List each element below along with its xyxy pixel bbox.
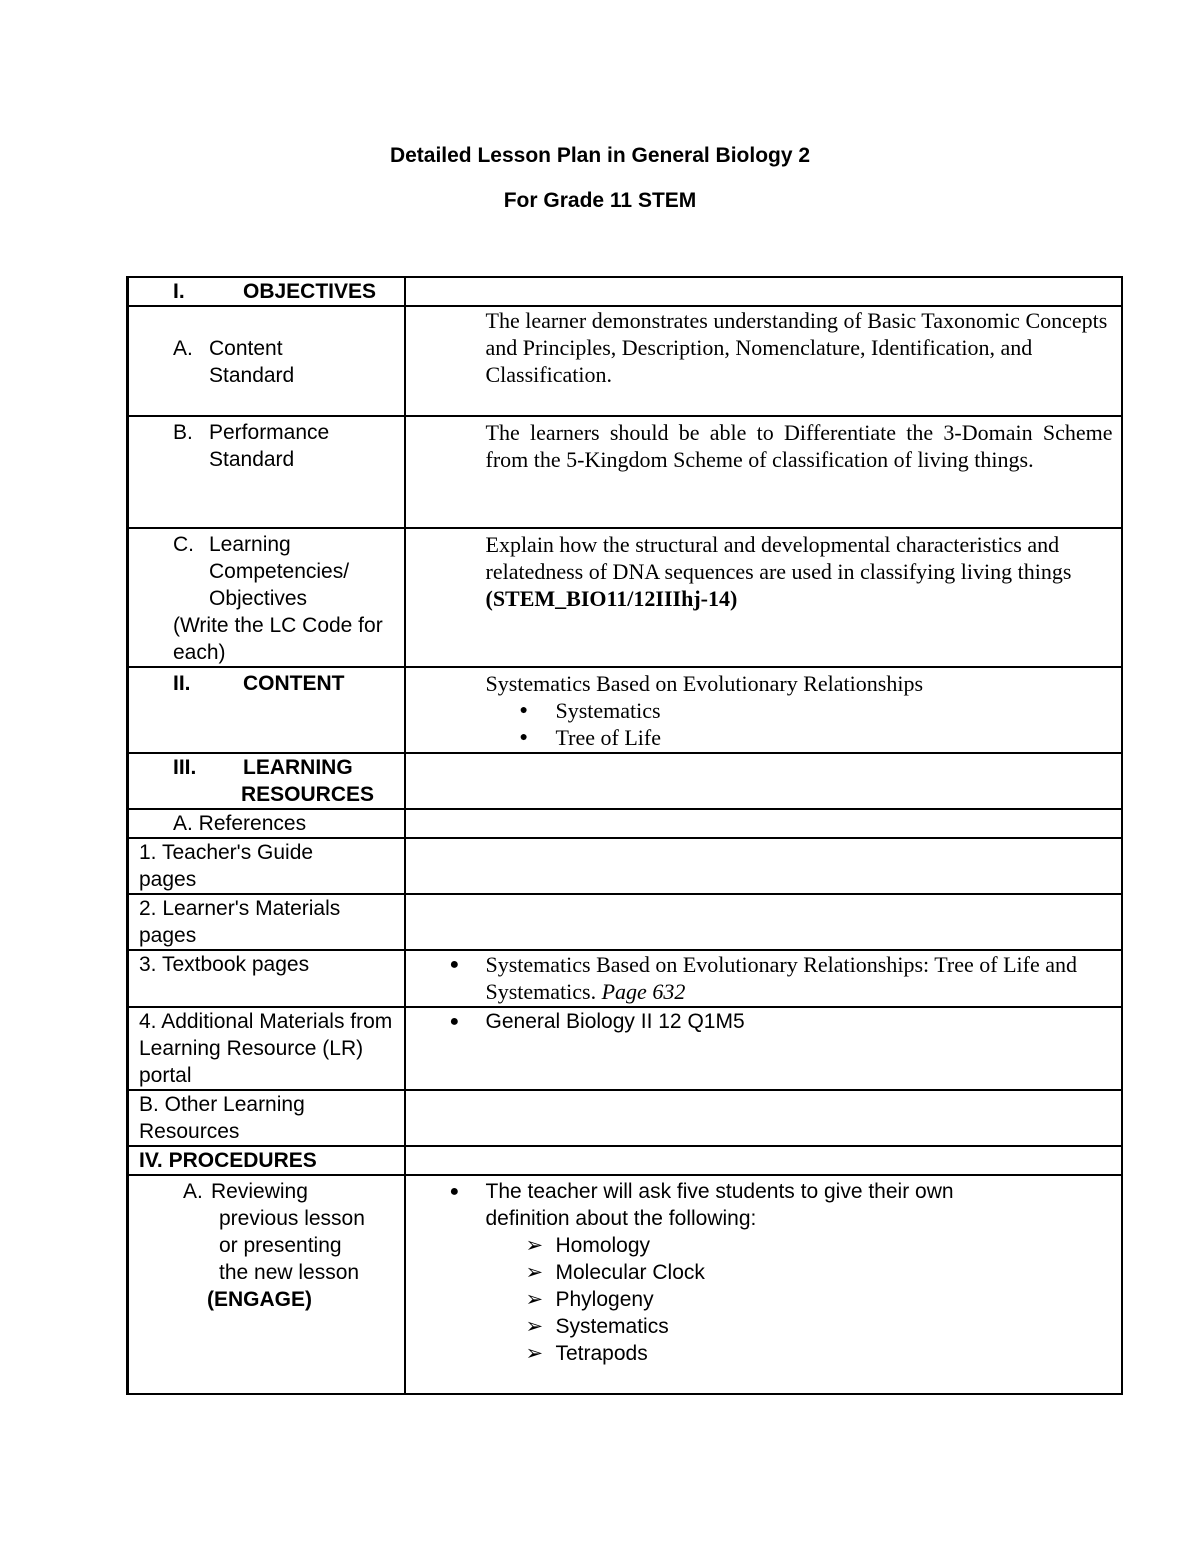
procedures-header-cell [128, 1146, 405, 1175]
arrow-bullet-icon: ➢ [525, 1234, 544, 1257]
section-number: II. [173, 672, 191, 695]
term: Systematics [555, 1315, 669, 1338]
bullet-icon: ● [449, 1183, 460, 1200]
bullet-icon: ● [519, 703, 528, 718]
textbook-text-cell [405, 950, 1122, 1007]
section-label: LEARNING [243, 756, 353, 779]
item-letter: A. [183, 1180, 203, 1203]
other-resources-cell [128, 1090, 405, 1146]
table-row [128, 1007, 1122, 1090]
objectives-header-cell [128, 277, 405, 306]
procedures-label: IV. PROCEDURES [139, 1149, 317, 1172]
engage-label-cell [128, 1175, 405, 1394]
competencies-text-cell [405, 528, 1122, 667]
list-item [406, 724, 1121, 751]
item-label-cont: previous lesson [219, 1207, 365, 1230]
empty-cell [405, 1146, 1122, 1175]
empty-cell [405, 753, 1122, 809]
teachers-guide-cell [128, 838, 405, 894]
term: Homology [555, 1234, 651, 1257]
resources-header-cell [128, 753, 405, 809]
page-subtitle: For Grade 11 STEM [503, 189, 697, 212]
arrow-bullet-icon: ➢ [525, 1315, 544, 1338]
empty-cell [405, 894, 1122, 950]
list-item [406, 1008, 1121, 1035]
content-standard-label-cell [128, 306, 405, 416]
section-number: III. [173, 756, 197, 779]
table-row [128, 1146, 1122, 1175]
list-item [406, 1232, 1121, 1259]
term: Molecular Clock [555, 1261, 705, 1284]
item-label-cont: Competencies/ [209, 560, 350, 583]
textbook-label-cell [128, 950, 405, 1007]
content-header-cell [128, 667, 405, 753]
item-letter: C. [173, 533, 194, 556]
table-row [128, 838, 1122, 894]
engage-intro: The teacher will ask five students to give their own definition about the following: [485, 1180, 954, 1230]
additional-label-cell [128, 1007, 405, 1090]
bullet-icon: ● [449, 1013, 460, 1030]
arrow-bullet-icon: ➢ [525, 1288, 544, 1311]
list-item [406, 951, 1121, 1005]
term: Phylogeny [555, 1288, 654, 1311]
list-item [406, 1313, 1121, 1340]
section-number: I. [173, 280, 185, 303]
section-label: OBJECTIVES [243, 280, 377, 303]
table-row [128, 894, 1122, 950]
bullet-icon: ● [519, 730, 528, 745]
item-label: Content [209, 337, 283, 360]
textbook-label: 3. Textbook pages [139, 953, 310, 976]
empty-cell [405, 277, 1122, 306]
item-label-cont: Standard [209, 448, 295, 471]
section-label-cont: RESOURCES [241, 783, 375, 806]
item-label: Reviewing [211, 1180, 308, 1203]
textbook-page: Page 632 [601, 979, 686, 1004]
table-row [128, 1090, 1122, 1146]
table-row [128, 809, 1122, 838]
references-label: A. References [173, 812, 307, 835]
item-letter: A. [173, 337, 193, 360]
list-item [406, 1176, 1121, 1232]
content-topic: Systematics Based on Evolutionary Relationships [485, 671, 924, 696]
content-standard-text-cell [405, 306, 1122, 416]
engage-text-cell [405, 1175, 1122, 1394]
phase-label: (ENGAGE) [207, 1288, 312, 1311]
item-label-cont: or presenting [219, 1234, 342, 1257]
item-label: Learning [209, 533, 291, 556]
table-row [128, 1175, 1122, 1394]
additional-label: 4. Additional Materials from Learning Resource (LR) portal [139, 1010, 393, 1087]
arrow-bullet-icon: ➢ [525, 1261, 544, 1284]
list-item [406, 1286, 1121, 1313]
competencies-text: Explain how the structural and developmental characteristics and relatedness of DNA sequences are used in classifying living things [485, 532, 1072, 584]
page-title: Detailed Lesson Plan in General Biology 2 [389, 144, 811, 167]
empty-cell [405, 809, 1122, 838]
content-text-cell [405, 667, 1122, 753]
arrow-bullet-icon: ➢ [525, 1342, 544, 1365]
item-label-cont: the new lesson [219, 1261, 360, 1284]
performance-standard-text: The learners should be able to Differentiate the 3-Domain Scheme from the 5-Kingdom Scheme of classification of living things. [485, 420, 1113, 472]
teachers-guide-label: 1. Teacher's Guide pages [139, 841, 314, 891]
performance-standard-label-cell [128, 416, 405, 528]
section-label: CONTENT [243, 672, 345, 695]
empty-cell [405, 1090, 1122, 1146]
learners-materials-label: 2. Learner's Materials pages [139, 897, 341, 947]
term: Tetrapods [555, 1342, 648, 1365]
empty-cell [405, 838, 1122, 894]
lc-code-note: (Write the LC Code for each) [173, 614, 383, 664]
list-item [406, 1340, 1121, 1367]
table-row [128, 306, 1122, 416]
additional-text-cell [405, 1007, 1122, 1090]
item-letter: B. [173, 421, 193, 444]
learners-materials-cell [128, 894, 405, 950]
competencies-label-cell [128, 528, 405, 667]
table-row [128, 416, 1122, 528]
item-label-cont: Objectives [209, 587, 308, 610]
list-item-label: Tree of Life [555, 725, 661, 750]
item-label-cont: Standard [209, 364, 295, 387]
table-row [128, 528, 1122, 667]
references-label-cell [128, 809, 405, 838]
table-row [128, 753, 1122, 809]
other-resources-label: B. Other Learning Resources [139, 1093, 305, 1143]
textbook-text: Systematics Based on Evolutionary Relationships: Tree of Life and Systematics. [485, 952, 1077, 1004]
list-item-label: Systematics [555, 698, 661, 723]
content-standard-text: The learner demonstrates understanding of Basic Taxonomic Concepts and Principles, Description, Nomenclature, Identification, and Classification. [485, 308, 1108, 387]
performance-standard-text-cell [405, 416, 1122, 528]
list-item [406, 697, 1121, 724]
list-item [406, 1259, 1121, 1286]
table-row [128, 277, 1122, 306]
lc-code: (STEM_BIO11/12IIIhj-14) [485, 586, 738, 611]
item-label: Performance [209, 421, 330, 444]
bullet-icon: ● [449, 956, 460, 973]
lesson-plan-table [126, 276, 1123, 1395]
additional-text: General Biology II 12 Q1M5 [485, 1010, 745, 1033]
table-row [128, 667, 1122, 753]
table-row [128, 950, 1122, 1007]
